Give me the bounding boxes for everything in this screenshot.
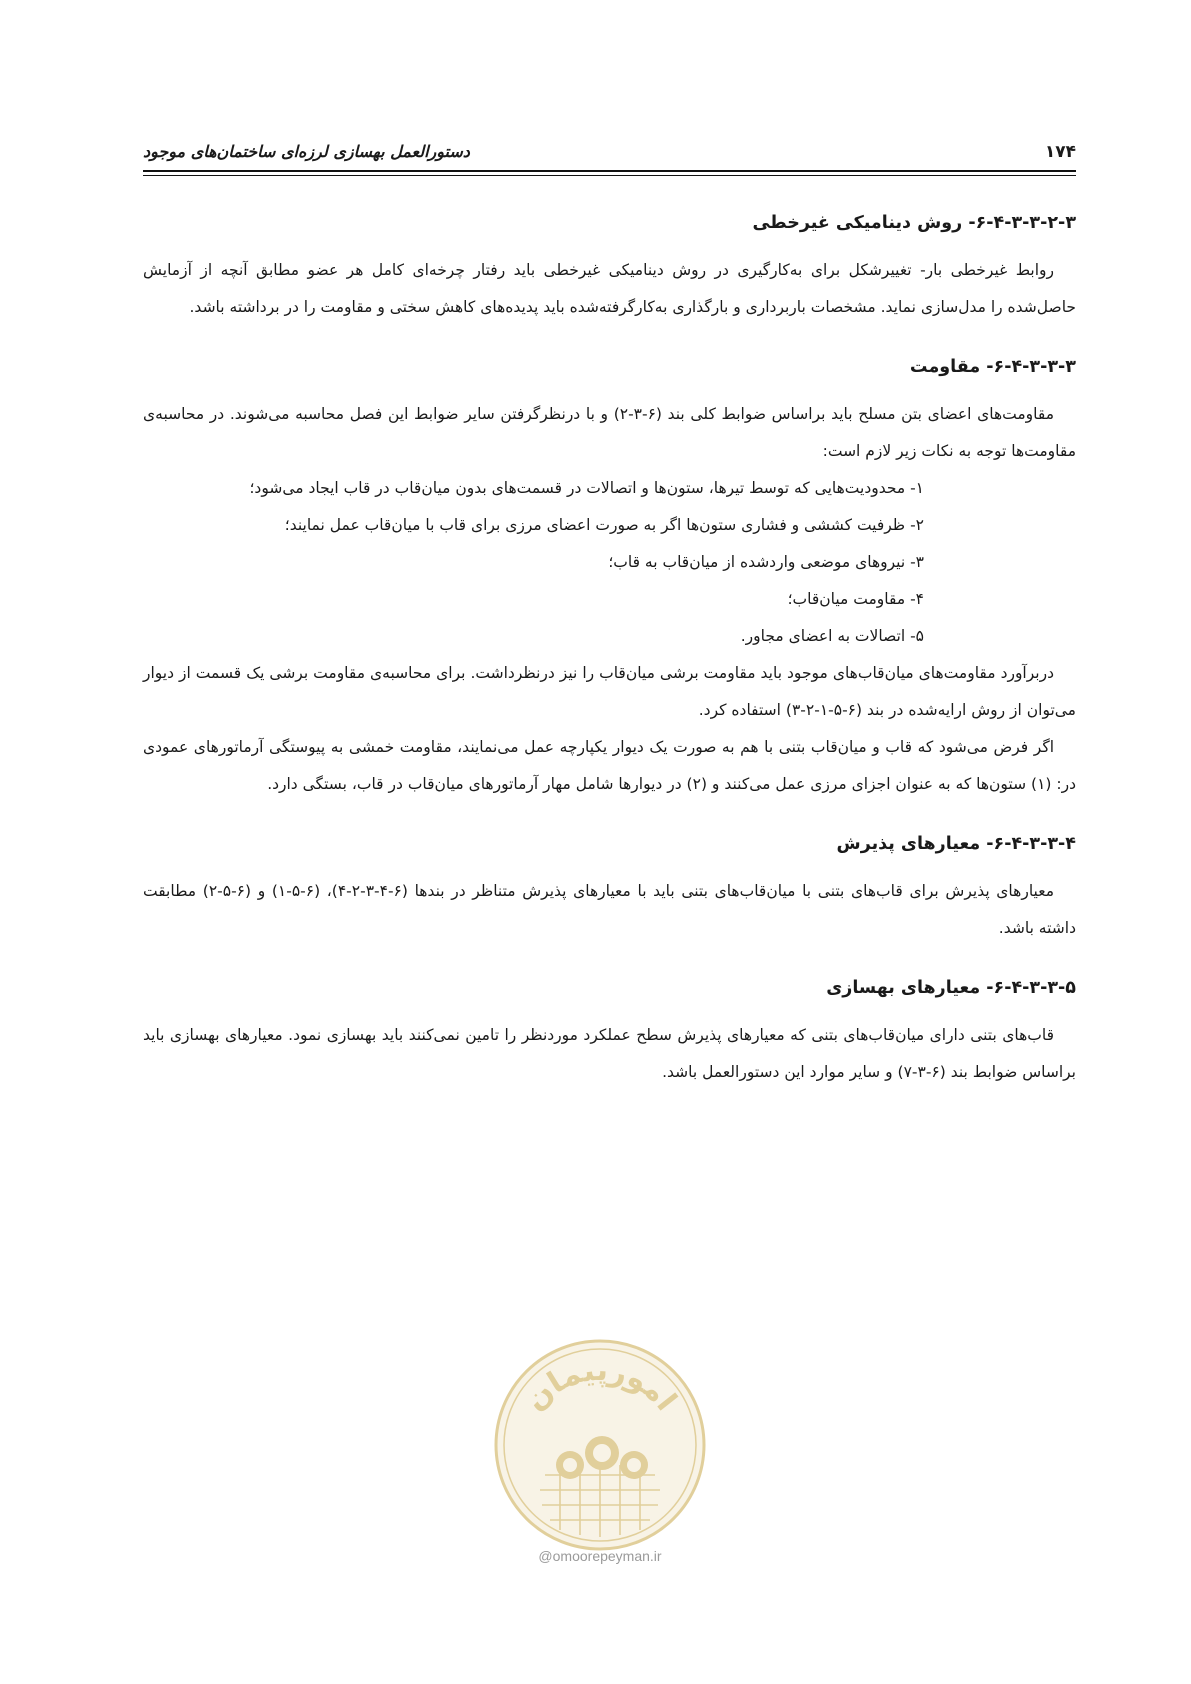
- paragraph: مقاومت‌های اعضای بتن مسلح باید براساس ضوابط کلی بند (۶-۳-۲) و با درنظرگرفتن سایر ضوابط این فصل محاسبه می‌شوند. در محاسبه‌ی مقاومت‌ها توجه به نکات زیر لازم است:: [143, 405, 1076, 460]
- list-item: ۳- نیروهای موضعی واردشده از میان‌قاب به قاب؛: [608, 553, 924, 571]
- section-heading: ۶-۴-۳-۳-۲-۳- روش دینامیکی غیرخطی: [752, 213, 1076, 233]
- section-retrofit-criteria: [143, 973, 1076, 1091]
- paragraph: اگر فرض می‌شود که قاب و میان‌قاب بتنی با هم به صورت یک دیوار یکپارچه عمل می‌نمایند، مقاومت خمشی به پیوستگی آرماتورهای عمودی در: (۱) ستون‌ها که به عنوان اجزای مرزی عمل می‌کنند و (۲) در دیوارها شامل مهار آرماتورهای میان‌قاب در قاب، بستگی دارد.: [143, 738, 1076, 793]
- paragraph: دربرآورد مقاومت‌های میان‌قاب‌های موجود باید مقاومت برشی میان‌قاب را نیز درنظرداشت. برای محاسبه‌ی مقاومت برشی یک قسمت از دیوار می‌توان از روش ارایه‌شده در بند (۶-۵-۱-۲-۳) استفاده کرد.: [143, 664, 1076, 719]
- section-heading: ۶-۴-۳-۳-۵- معیارهای بهسازی: [826, 978, 1076, 998]
- paragraph: روابط غیرخطی بار- تغییرشکل برای به‌کارگیری در روش دینامیکی غیرخطی باید رفتار چرخه‌ای کامل هر عضو مطابق آنچه از آزمایش حاصل‌شده را مدل‌سازی نماید. مشخصات باربرداری و بارگذاری به‌کارگرفته‌شده باید پدیده‌های کاهش سختی و مقاومت را در برداشته باشد.: [143, 261, 1076, 316]
- list-item: ۲- ظرفیت کششی و فشاری ستون‌ها اگر به صورت اعضای مرزی برای قاب با میان‌قاب عمل نمایند؛: [284, 516, 924, 534]
- watermark-url: @omoorepeyman.ir: [538, 1548, 662, 1564]
- header-rule-thin: [143, 175, 1076, 176]
- section-nonlinear-dynamic: [143, 208, 1076, 326]
- section-heading: ۶-۴-۳-۳-۴- معیارهای پذیرش: [836, 834, 1076, 854]
- paragraph: معیارهای پذیرش برای قاب‌های بتنی با میان‌قاب‌های بتنی باید با معیارهای پذیرش متناظر در بندها (۶-۴-۳-۲-۴)، (۶-۵-۱) و (۶-۵-۲) مطابقت داشته باشد.: [143, 882, 1076, 937]
- header-rule: [143, 170, 1076, 172]
- section-heading: ۶-۴-۳-۳-۳- مقاومت: [909, 357, 1076, 377]
- watermark-logo: [490, 1335, 710, 1555]
- section-acceptance-criteria: [143, 829, 1076, 947]
- page-number: ۱۷۴: [1044, 142, 1076, 162]
- section-strength: [143, 352, 1076, 803]
- running-header: [143, 138, 1076, 172]
- paragraph: قاب‌های بتنی دارای میان‌قاب‌های بتنی که معیارهای پذیرش سطح عملکرد موردنظر را تامین نمی‌کنند باید بهسازی نمود. معیارهای بهسازی باید براساس ضوابط بند (۶-۳-۷) و سایر موارد این دستورالعمل باشد.: [143, 1026, 1076, 1081]
- running-title: دستورالعمل بهسازی لرزه‌ای ساختمان‌های موجود: [143, 142, 470, 161]
- watermark-logo-text: امورپیمان: [517, 1352, 684, 1418]
- list-item: ۱- محدودیت‌هایی که توسط تیرها، ستون‌ها و اتصالات در قسمت‌های بدون میان‌قاب در قاب ایجاد می‌شود؛: [249, 479, 924, 497]
- list-item: ۴- مقاومت میان‌قاب؛: [787, 590, 924, 608]
- list-item: ۵- اتصالات به اعضای مجاور.: [740, 627, 924, 645]
- body-content: [143, 208, 1076, 1117]
- requirement-list: [143, 470, 1076, 655]
